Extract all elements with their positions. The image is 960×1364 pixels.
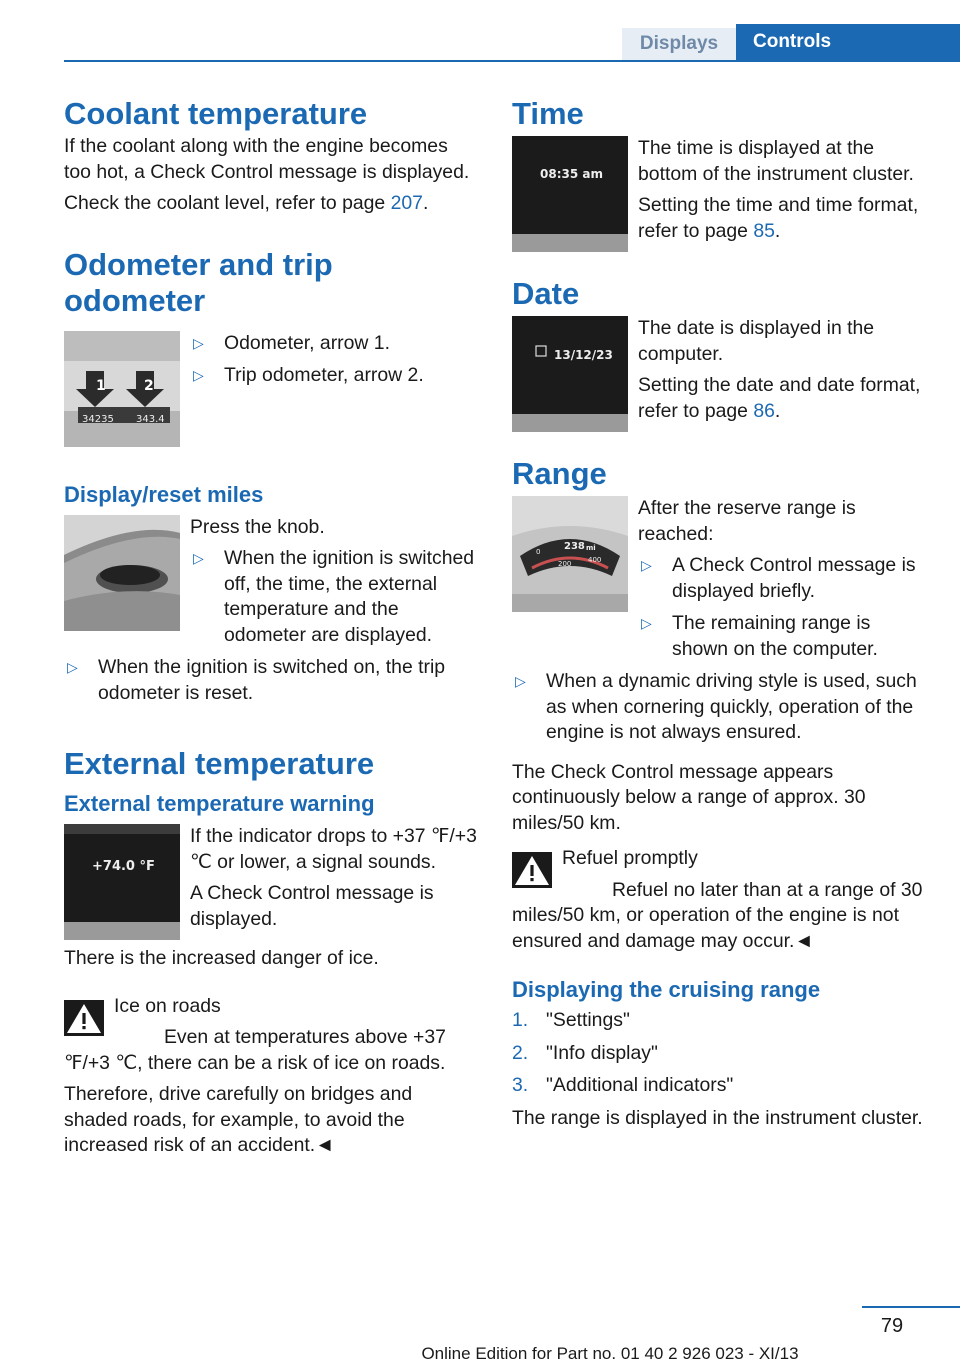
list-item: ▷ The remaining range is shown on the computer. <box>641 612 878 660</box>
warning-text: Refuel no later than at a range of 30 miles/50 km, or operation of the engine is not ensured and damage may occur.◄ <box>512 878 923 952</box>
external-subtitle: External temperature warning <box>64 791 375 816</box>
temperature-image <box>64 824 180 940</box>
ice-warning <box>64 994 478 1159</box>
coolant-title: Coolant temperature <box>64 96 368 131</box>
date-figure <box>512 316 628 432</box>
bullet-triangle-icon: ▷ <box>67 659 78 675</box>
odometer-arrow-1: 1 <box>96 377 106 394</box>
left-column <box>64 96 478 1165</box>
bullet-triangle-icon: ▷ <box>193 367 204 383</box>
list-item: ▷ Odometer, arrow 1. <box>190 331 478 357</box>
warning-title: Refuel promptly <box>562 847 698 869</box>
range-tick-400: 400 <box>588 556 602 564</box>
temperature-readout: +74.0 °F <box>92 859 155 874</box>
odometer-section <box>64 331 478 453</box>
time-text-2: Setting the time and time format, refer to page 85. <box>638 194 919 242</box>
reset-text: Press the knob. <box>190 515 325 538</box>
odometer-arrow-2: 2 <box>144 377 154 394</box>
bullet-triangle-icon: ▷ <box>193 550 204 566</box>
time-image <box>512 136 628 252</box>
warning-text-2: Therefore, drive carefully on bridges and shaded roads, for example, to avoid the increased risk of an accident.◄ <box>64 1083 413 1156</box>
temperature-figure <box>64 824 180 940</box>
date-image <box>512 316 628 432</box>
odometer-figure <box>64 331 180 447</box>
time-title: Time <box>512 96 584 131</box>
warning-text: Even at temperatures above +37 ℉/+3 ℃, there can be a risk of ice on roads. <box>64 1026 446 1074</box>
time-text-1: The time is displayed at the bottom of the instrument cluster. <box>638 137 914 185</box>
bullet-triangle-icon: ▷ <box>515 673 526 689</box>
cruising-text: The range is displayed in the instrument cluster. <box>512 1106 923 1129</box>
external-text-1: If the indicator drops to +37 ℉/+3 ℃ or lower, a signal sounds. <box>190 825 477 873</box>
list-item: ▷ Trip odometer, arrow 2. <box>190 363 478 389</box>
footer-rule <box>862 1306 960 1308</box>
cruising-steps <box>512 1008 928 1099</box>
trip-odometer-value: 343.4 <box>136 413 165 425</box>
list-item: 3. "Additional indicators" <box>512 1074 734 1096</box>
page-link-85[interactable]: 85 <box>753 219 775 242</box>
list-item: ▷ A Check Control message is displayed briefly. <box>641 554 916 602</box>
time-section <box>512 136 928 258</box>
cruising-title: Displaying the cruising range <box>512 977 821 1002</box>
list-item: 2. "Info display" <box>512 1041 658 1064</box>
page-link-207[interactable]: 207 <box>390 192 423 214</box>
knob-image <box>64 515 180 631</box>
range-text-2: The Check Control message appears continuously below a range of approx. 30 miles/50 km. <box>512 760 866 834</box>
odometer-value: 34235 <box>82 413 114 425</box>
warning-title: Ice on roads <box>114 994 221 1017</box>
edition-footer: Online Edition for Part no. 01 40 2 926 023 - XI/13 <box>421 1344 799 1363</box>
range-readout: 238 <box>564 541 585 552</box>
odometer-title: Odometer and trip odometer <box>64 246 333 318</box>
external-text-3: There is the increased danger of ice. <box>64 947 379 969</box>
range-figure <box>512 496 628 612</box>
date-text-1: The date is displayed in the computer. <box>638 317 875 365</box>
bullet-triangle-icon: ▷ <box>193 334 204 351</box>
bullet-triangle-icon: ▷ <box>641 615 652 631</box>
right-column <box>512 96 928 1137</box>
list-item: ▷ When the ignition is switched off, the time, the external temperature and the odometer are displayed. <box>193 547 475 646</box>
external-text-2: A Check Control message is displayed. <box>190 882 434 930</box>
time-readout: 08:35 am <box>540 167 603 181</box>
external-title: External temperature <box>64 746 375 781</box>
range-tick-0: 0 <box>536 548 541 556</box>
page-link-86[interactable]: 86 <box>753 399 775 422</box>
external-section <box>64 824 478 972</box>
list-item: ▷ When a dynamic driving style is used, such as when cornering quickly, operation of the engine is not always ensured. <box>515 670 917 743</box>
range-section <box>512 496 928 836</box>
date-section <box>512 316 928 438</box>
list-item: ▷ When the ignition is switched on, the trip odometer is reset. <box>67 656 446 704</box>
coolant-ref: Check the coolant level, refer to page 207. <box>64 192 429 214</box>
list-item: 1. "Settings" <box>512 1009 630 1031</box>
date-readout: 13/12/23 <box>554 348 613 362</box>
range-unit: mi <box>586 544 596 552</box>
warning-icon <box>512 852 552 888</box>
tab-displays: Displays <box>622 28 736 60</box>
bullet-triangle-icon: ▷ <box>641 557 652 573</box>
range-text-1: After the reserve range is reached: <box>638 497 856 545</box>
range-title: Range <box>512 456 607 491</box>
tab-controls: Controls <box>736 24 960 60</box>
header-rule <box>64 60 960 62</box>
reset-title: Display/reset miles <box>64 481 264 507</box>
range-tick-200: 200 <box>558 560 572 568</box>
refuel-warning <box>512 846 928 954</box>
date-text-2: Setting the date and date format, refer to page 86. <box>638 374 921 422</box>
page-number: 79 <box>880 1315 904 1337</box>
knob-figure <box>64 515 180 631</box>
warning-icon <box>64 1000 104 1036</box>
reset-section <box>64 515 478 707</box>
coolant-text: If the coolant along with the engine becomes too hot, a Check Control message is displayed. <box>64 135 470 183</box>
date-title: Date <box>512 276 580 311</box>
time-figure <box>512 136 628 252</box>
